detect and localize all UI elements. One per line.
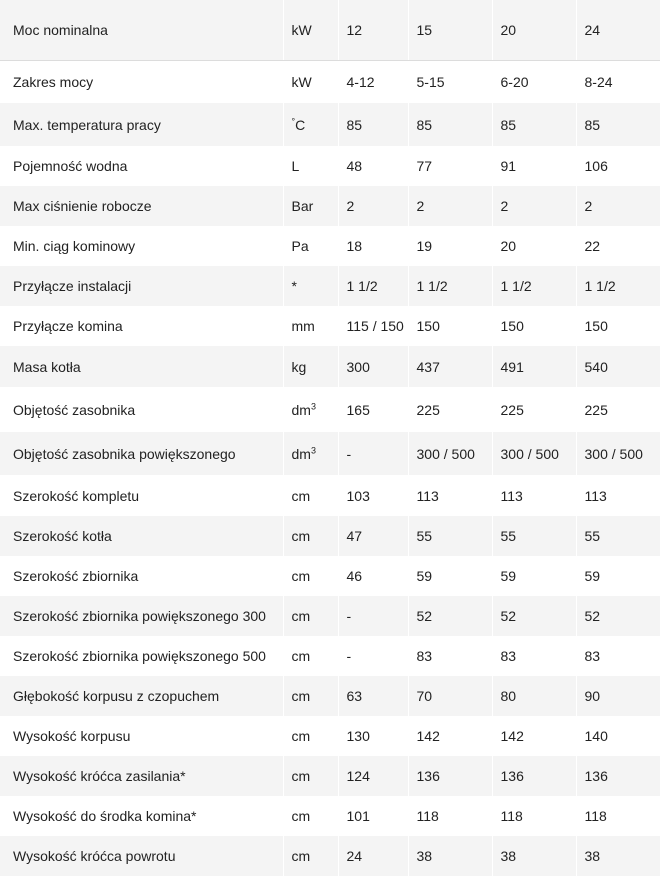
unit-text: dm [291,445,311,462]
model-value: 85 [576,103,660,146]
table-row [0,186,660,226]
model-value: 59 [408,556,492,596]
parameter-unit [283,186,338,226]
parameter-label: Szerokość zbiornika powiększonego 300 [0,596,283,636]
model-value: - [338,596,408,636]
model-value: 118 [492,796,576,836]
model-value: 77 [408,146,492,186]
unit-text: cm [291,487,311,504]
table-row [0,516,660,556]
parameter-unit [283,432,338,475]
model-value: 225 [576,387,660,432]
model-value: 225 [408,387,492,432]
model-value: 18 [338,226,408,266]
parameter-label: Szerokość kompletu [0,475,283,516]
unit-text: cm [291,808,311,824]
parameter-unit [283,346,338,387]
parameter-label: Max. temperatura pracy [0,103,283,146]
model-value: 113 [408,475,492,516]
unit-text: * [291,278,297,294]
table-row [0,556,660,596]
model-value: - [338,636,408,676]
model-value: 1 1/2 [576,266,660,306]
table-row [0,716,660,756]
model-value: 118 [408,796,492,836]
table-row [0,636,660,676]
table-row [0,306,660,346]
unit-text: kW [291,73,312,90]
parameter-label: Min. ciąg kominowy [0,226,283,266]
model-value: 38 [492,836,576,876]
model-value: 118 [576,796,660,836]
unit-text: cm [291,728,311,744]
parameter-unit [283,226,338,266]
model-value: 300 [338,346,408,387]
table-row [0,836,660,876]
table-row [0,596,660,636]
model-value: 52 [576,596,660,636]
unit-text: cm [291,688,311,704]
model-value: 113 [492,475,576,516]
unit-text: Pa [291,238,309,254]
model-value: 85 [492,103,576,146]
model-value: 6-20 [492,60,576,103]
parameter-label: Wysokość króćca powrotu [0,836,283,876]
unit-prefix: ° [291,115,296,126]
model-value: 1 1/2 [492,266,576,306]
parameter-label: Wysokość króćca zasilania* [0,756,283,796]
model-value: 46 [338,556,408,596]
model-value: 38 [408,836,492,876]
parameter-label: Wysokość do środka komina* [0,796,283,836]
model-value: 83 [492,636,576,676]
model-value: 22 [576,226,660,266]
model-value: 20 [492,0,576,60]
unit-text: Bar [291,198,314,214]
model-value: 2 [408,186,492,226]
table-row [0,0,660,60]
model-value: 165 [338,387,408,432]
model-value: 140 [576,716,660,756]
model-value: 85 [408,103,492,146]
unit-text: dm [291,401,311,418]
model-value: 2 [492,186,576,226]
model-value: 225 [492,387,576,432]
parameter-unit [283,60,338,103]
model-value: 491 [492,346,576,387]
model-value: 85 [338,103,408,146]
unit-text: mm [291,318,315,334]
model-value: 142 [492,716,576,756]
parameter-label: Max ciśnienie robocze [0,186,283,226]
parameter-label: Objętość zasobnika powiększonego [0,432,283,475]
parameter-unit [283,516,338,556]
model-value: 437 [408,346,492,387]
model-value: 5-15 [408,60,492,103]
unit-exponent: 3 [310,400,316,411]
model-value: 12 [338,0,408,60]
model-value: 90 [576,676,660,716]
unit-text: cm [291,528,311,544]
model-value: 55 [492,516,576,556]
parameter-unit [283,0,338,60]
parameter-label: Masa kotła [0,346,283,387]
unit-text: kg [291,358,307,375]
model-value: 142 [408,716,492,756]
unit-text: cm [291,568,311,584]
parameter-unit [283,556,338,596]
parameter-unit [283,836,338,876]
parameter-label: Głębokość korpusu z czopuchem [0,676,283,716]
model-value: 113 [576,475,660,516]
parameter-unit [283,387,338,432]
model-value: 63 [338,676,408,716]
model-value: 150 [492,306,576,346]
model-value: 8-24 [576,60,660,103]
unit-text: cm [291,608,311,624]
model-value: 2 [576,186,660,226]
model-value: 4-12 [338,60,408,103]
parameter-label: Szerokość zbiornika powiększonego 500 [0,636,283,676]
parameter-unit [283,596,338,636]
model-value: 20 [492,226,576,266]
model-value: 70 [408,676,492,716]
table-row [0,346,660,387]
model-value: 115 / 150 [338,306,408,346]
parameter-label: Szerokość kotła [0,516,283,556]
model-value: 47 [338,516,408,556]
parameter-label: Szerokość zbiornika [0,556,283,596]
model-value: 136 [408,756,492,796]
parameter-label: Pojemność wodna [0,146,283,186]
model-value: 83 [576,636,660,676]
model-value: 136 [492,756,576,796]
parameter-unit [283,146,338,186]
parameter-label: Objętość zasobnika [0,387,283,432]
model-value: 55 [576,516,660,556]
parameter-label: Zakres mocy [0,60,283,103]
model-value: 52 [408,596,492,636]
model-value: 1 1/2 [338,266,408,306]
model-value: 91 [492,146,576,186]
table-row [0,266,660,306]
model-value: 38 [576,836,660,876]
model-value: 19 [408,226,492,266]
parameter-unit [283,676,338,716]
parameter-unit [283,266,338,306]
model-value: 55 [408,516,492,556]
parameter-unit [283,636,338,676]
model-value: 136 [576,756,660,796]
table-row [0,796,660,836]
model-value: 83 [408,636,492,676]
parameter-unit [283,756,338,796]
model-value: 150 [576,306,660,346]
model-value: 300 / 500 [492,432,576,475]
parameter-unit [283,716,338,756]
table-row [0,103,660,146]
parameter-label: Moc nominalna [0,0,283,60]
model-value: 59 [492,556,576,596]
table-row [0,676,660,716]
model-value: 106 [576,146,660,186]
unit-text: kW [291,21,312,38]
table-row [0,387,660,432]
parameter-unit [283,103,338,146]
model-value: 52 [492,596,576,636]
parameter-label: Wysokość korpusu [0,716,283,756]
model-value: 24 [576,0,660,60]
model-value: 300 / 500 [576,432,660,475]
model-value: 130 [338,716,408,756]
unit-text: cm [291,768,311,784]
model-value: 300 / 500 [408,432,492,475]
model-value: 2 [338,186,408,226]
model-value: 80 [492,676,576,716]
parameter-unit [283,475,338,516]
unit-text: cm [291,648,311,664]
model-value: 103 [338,475,408,516]
model-value: 101 [338,796,408,836]
table-row [0,226,660,266]
model-value: 15 [408,0,492,60]
unit-text: L [291,158,300,174]
table-row [0,475,660,516]
unit-text: cm [291,848,311,864]
unit-exponent: 3 [310,444,316,455]
table-row [0,60,660,103]
model-value: 124 [338,756,408,796]
model-value: 150 [408,306,492,346]
parameter-label: Przyłącze instalacji [0,266,283,306]
table-row [0,146,660,186]
unit-text: C [295,116,306,133]
model-value: 48 [338,146,408,186]
parameter-label: Przyłącze komina [0,306,283,346]
model-value: 540 [576,346,660,387]
model-value: 59 [576,556,660,596]
model-value: 1 1/2 [408,266,492,306]
parameter-unit [283,306,338,346]
parameter-unit [283,796,338,836]
table-row [0,756,660,796]
table-row [0,432,660,475]
model-value: 24 [338,836,408,876]
model-value: - [338,432,408,475]
